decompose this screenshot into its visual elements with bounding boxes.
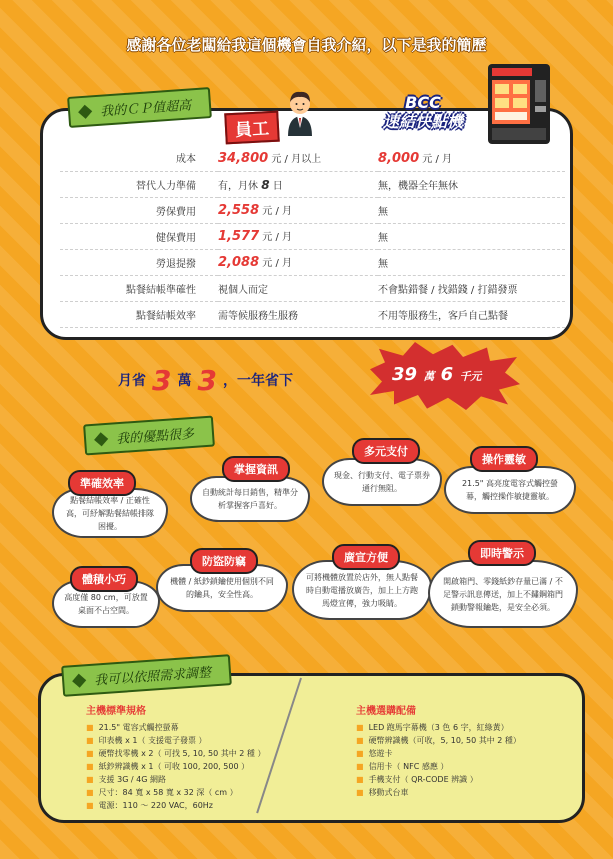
list-item: ■ 移動式台車 <box>356 786 576 799</box>
employee-suffix: 元 / 月 <box>259 258 293 269</box>
advantage-text: 自動統計每日銷售，精準分析掌握客戶喜好。 <box>202 488 298 510</box>
table-row <box>60 171 565 197</box>
employee-cell <box>218 171 378 197</box>
savings-unit-1: 萬 <box>177 373 192 389</box>
list-item: ■ 電源：110 ～ 220 VAC，60Hz <box>86 799 316 812</box>
list-item: ■ 尺寸：84 寬 x 58 寬 x 32 深（ cm ） <box>86 786 316 799</box>
employee-suffix: 元 / 月 <box>259 206 293 217</box>
bcc-cell: 無 <box>378 249 565 275</box>
optional-spec-list <box>356 721 576 799</box>
bcc-brand: BCC <box>405 93 441 112</box>
bcc-cell: 無 <box>378 197 565 223</box>
page-header: 感謝各位老闆給我這個機會自我介紹，以下是我的簡歷 <box>126 36 487 54</box>
standard-spec-list <box>86 721 316 812</box>
burst-unit-1: 萬 <box>423 370 435 383</box>
column-header-bcc <box>383 93 463 131</box>
savings-number-2: 3 <box>197 364 217 397</box>
savings-prefix: 月省 <box>118 373 146 389</box>
bcc-cell: 無 <box>378 223 565 249</box>
row-label: 健保費用 <box>60 223 218 249</box>
advantage-bubble <box>190 476 310 522</box>
savings-mid: ，一年省下 <box>222 373 293 389</box>
comparison-table <box>60 145 565 328</box>
bcc-cell: 不用等服務生，客戶自己點餐 <box>378 301 565 327</box>
kiosk-machine-icon <box>482 62 556 146</box>
employee-value: 34,800 <box>218 150 269 166</box>
list-item: ■ 21.5" 電容式觸控螢幕 <box>86 721 316 734</box>
section-tag-cp: 我的ＣＰ值超高 <box>67 87 212 128</box>
advantage-bubble <box>322 458 442 506</box>
employee-value: 2,088 <box>218 255 260 270</box>
burst-number-1: 39 <box>392 364 418 385</box>
employee-cell: 需等候服務生服務 <box>218 301 378 327</box>
employee-cell <box>218 249 378 275</box>
table-row <box>60 301 565 327</box>
table-row <box>60 249 565 275</box>
row-label: 替代人力準備 <box>60 171 218 197</box>
advantage-title: 即時警示 <box>468 540 536 566</box>
section-tag-customize: 我可以依照需求調整 <box>61 654 232 697</box>
advantage-title: 準確效率 <box>68 470 136 496</box>
row-label: 勞退提撥 <box>60 249 218 275</box>
advantage-title: 防盜防竊 <box>190 548 258 574</box>
employee-cell <box>218 145 378 171</box>
burst-unit-2: 千元 <box>459 370 482 383</box>
employee-cell <box>218 223 378 249</box>
employee-value: 8 <box>261 177 270 192</box>
bcc-cell: 不會點錯餐 / 找錯錢 / 打錯發票 <box>378 275 565 301</box>
bcc-cell <box>378 145 565 171</box>
burst-number-2: 6 <box>440 364 454 385</box>
row-label: 點餐結帳效率 <box>60 301 218 327</box>
employee-cell: 視個人而定 <box>218 275 378 301</box>
list-item: ■ 信用卡（ NFC 感應 ） <box>356 760 576 773</box>
advantage-text: 點餐結帳效率 / 正確性高，可紓解點餐結帳排隊困擾。 <box>66 495 154 531</box>
column-header-employee: 員工 <box>224 111 280 145</box>
advantage-text: 機體 / 紙鈔鎖鑰使用個別不同的鑰具，安全性高。 <box>170 577 274 599</box>
bcc-value: 8,000 <box>378 150 420 166</box>
advantage-title: 掌握資訊 <box>222 456 290 482</box>
list-item: ■ 紙鈔辨識機 x 1（ 可收 100, 200, 500 ） <box>86 760 316 773</box>
bcc-product-name: 速結快點機 <box>383 112 464 131</box>
advantage-text: 高度僅 80 cm，可放置桌面不占空間。 <box>64 593 148 615</box>
advantage-bubble <box>444 466 576 514</box>
standard-spec-block <box>86 702 316 812</box>
list-item: ■ 悠遊卡 <box>356 747 576 760</box>
employee-cell <box>218 197 378 223</box>
table-row <box>60 197 565 223</box>
businessman-icon <box>282 84 318 136</box>
employee-prefix: 有，月休 <box>218 180 262 192</box>
row-label: 勞保費用 <box>60 197 218 223</box>
employee-suffix: 元 / 月 <box>259 232 293 243</box>
yearly-savings <box>392 364 481 385</box>
list-item: ■ 硬幣找零機 x 2（ 可找 5, 10, 50 其中 2 種 ） <box>86 747 316 760</box>
table-row <box>60 275 565 301</box>
advantage-title: 操作靈敏 <box>470 446 538 472</box>
list-item: ■ 硬幣辨識機（可收，5, 10, 50 其中 2 種） <box>356 734 576 747</box>
table-row <box>60 223 565 249</box>
list-item: ■ LED 跑馬字幕機（3 色 6 字，紅綠黃） <box>356 721 576 734</box>
advantage-title: 多元支付 <box>352 438 420 464</box>
bcc-suffix: 元 / 月 <box>419 153 453 165</box>
advantage-bubble <box>428 560 578 628</box>
employee-suffix: 元 / 月以上 <box>268 153 322 165</box>
table-row <box>60 145 565 171</box>
employee-value: 2,558 <box>218 203 260 218</box>
savings-number-1: 3 <box>152 364 172 397</box>
optional-spec-title: 主機選購配備 <box>356 706 416 717</box>
section-tag-advantages: 我的優點很多 <box>83 416 215 456</box>
advantage-title: 廣宣方便 <box>332 544 400 570</box>
bcc-cell: 無，機器全年無休 <box>378 171 565 197</box>
savings-line <box>118 364 293 397</box>
row-label: 點餐結帳準確性 <box>60 275 218 301</box>
advantage-text: 開啟箱門、零錢紙鈔存量已滿 / 不足警示訊息傳送，加上不鏽鋼箱門鎖動警報鑰匙，是安全必須。 <box>443 576 563 612</box>
employee-suffix: 日 <box>269 180 283 192</box>
list-item: ■ 手機支付（ QR-CODE 辨識 ） <box>356 773 576 786</box>
employee-value: 1,577 <box>218 229 260 244</box>
standard-spec-title: 主機標準規格 <box>86 706 146 717</box>
advantage-title: 體積小巧 <box>70 566 138 592</box>
row-label: 成本 <box>60 145 218 171</box>
optional-spec-block <box>356 702 576 799</box>
list-item: ■ 印表機 x 1（ 支援電子發票 ） <box>86 734 316 747</box>
advantage-text: 21.5" 高亮度電容式觸控螢幕，觸控操作敏捷靈敏。 <box>461 479 559 501</box>
advantage-text: 可將機體放置於店外，無人點餐時自動電播放廣告，加上上方跑馬燈宣傳，強力吸睛。 <box>306 572 418 608</box>
advantage-text: 現金、行動支付、電子票券通行無阻。 <box>334 471 430 493</box>
list-item: ■ 支援 3G / 4G 網路 <box>86 773 316 786</box>
